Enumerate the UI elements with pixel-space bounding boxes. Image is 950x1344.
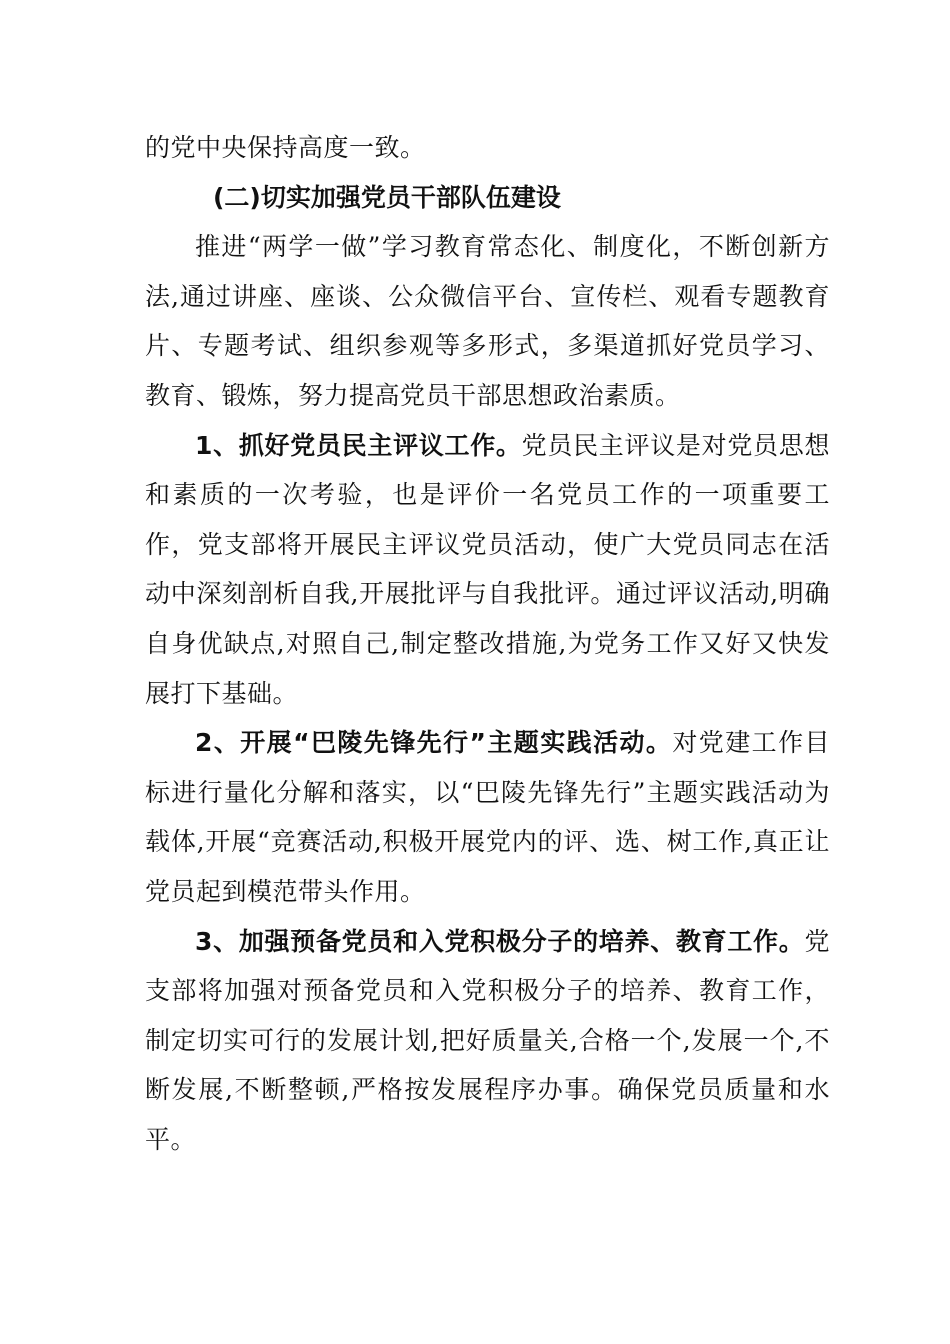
item-body-3: 党支部将加强对预备党员和入党积极分子的培养、教育工作，制定切实可行的发展计划,把好质量关,合格一个,发展一个,不断发展,不断整顿,严格按发展程序办事。确保党员质量和水平。 [145, 926, 830, 1154]
item-lead-3: 3、加强预备党员和入党积极分子的培养、教育工作。 [195, 926, 805, 956]
item-paragraph-1 [145, 421, 830, 719]
item-paragraph-2 [145, 718, 830, 916]
opening-line: 的党中央保持高度一致。 [145, 133, 426, 162]
intro-paragraph: 推进“两学一做”学习教育常态化、制度化，不断创新方法,通过讲座、座谈、公众微信平台、宣传栏、观看专题教育片、专题考试、组织参观等多形式，多渠道抓好党员学习、教育、锻炼，努力提高党员干部思想政治素质。 [145, 232, 830, 410]
document-body [145, 123, 830, 1164]
item-body-1: 党员民主评议是对党员思想和素质的一次考验，也是评价一名党员工作的一项重要工作，党支部将开展民主评议党员活动，使广大党员同志在活动中深刻剖析自我,开展批评与自我批评。通过评议活动,明确自身优缺点,对照自己,制定整改措施,为党务工作又好又快发展打下基础。 [145, 430, 830, 708]
section-heading: (二)切实加强党员干部队伍建设 [213, 182, 561, 212]
item-lead-1: 1、抓好党员民主评议工作。 [195, 430, 522, 460]
item-lead-2: 2、开展“巴陵先锋先行”主题实践活动。 [195, 728, 673, 758]
item-paragraph-3 [145, 917, 830, 1165]
item-body-2: 对党建工作目标进行量化分解和落实，以“巴陵先锋先行”主题实践活动为载体,开展“竞赛活动,积极开展党内的评、选、树工作,真正让党员起到模范带头作用。 [145, 728, 830, 906]
